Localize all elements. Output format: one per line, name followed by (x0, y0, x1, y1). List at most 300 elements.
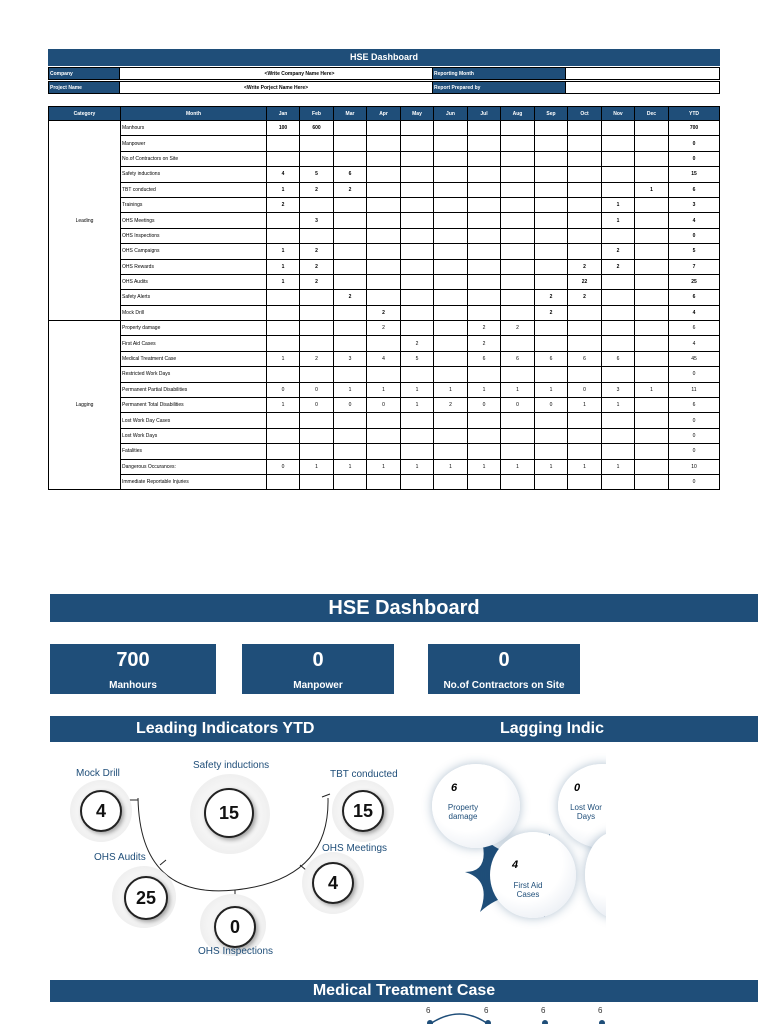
month-value-cell[interactable]: 1 (267, 274, 300, 289)
month-value-cell[interactable] (401, 228, 434, 243)
month-value-cell[interactable]: 2 (367, 305, 401, 320)
month-value-cell[interactable] (535, 413, 568, 428)
month-value-cell[interactable] (602, 413, 635, 428)
month-value-cell[interactable] (568, 367, 602, 382)
month-value-cell[interactable] (635, 305, 669, 320)
month-value-cell[interactable] (300, 228, 334, 243)
month-value-cell[interactable] (635, 474, 669, 489)
month-value-cell[interactable] (568, 136, 602, 151)
month-value-cell[interactable]: 6 (468, 351, 501, 366)
month-value-cell[interactable] (367, 182, 401, 197)
month-value-cell[interactable] (602, 228, 635, 243)
month-value-cell[interactable] (568, 474, 602, 489)
month-value-cell[interactable] (267, 213, 300, 228)
month-value-cell[interactable]: 1 (434, 382, 468, 397)
month-value-cell[interactable] (401, 367, 434, 382)
month-value-cell[interactable] (501, 274, 535, 289)
month-value-cell[interactable] (501, 305, 535, 320)
month-value-cell[interactable] (434, 444, 468, 459)
month-value-cell[interactable]: 2 (300, 244, 334, 259)
month-value-cell[interactable] (434, 367, 468, 382)
month-value-cell[interactable] (535, 182, 568, 197)
month-value-cell[interactable]: 0 (367, 398, 401, 413)
month-value-cell[interactable] (468, 428, 501, 443)
month-value-cell[interactable] (434, 151, 468, 166)
month-value-cell[interactable] (535, 228, 568, 243)
month-value-cell[interactable] (267, 136, 300, 151)
month-value-cell[interactable]: 1 (267, 182, 300, 197)
month-value-cell[interactable] (401, 274, 434, 289)
month-value-cell[interactable]: 4 (367, 351, 401, 366)
month-value-cell[interactable]: 0 (501, 398, 535, 413)
month-value-cell[interactable] (267, 151, 300, 166)
month-value-cell[interactable] (367, 259, 401, 274)
month-value-cell[interactable] (334, 197, 367, 212)
month-value-cell[interactable]: 22 (568, 274, 602, 289)
month-value-cell[interactable]: 1 (367, 382, 401, 397)
month-value-cell[interactable]: 6 (535, 351, 568, 366)
month-value-cell[interactable] (501, 474, 535, 489)
month-value-cell[interactable]: 0 (535, 398, 568, 413)
month-value-cell[interactable]: 1 (401, 382, 434, 397)
month-value-cell[interactable]: 5 (401, 351, 434, 366)
month-value-cell[interactable]: 2 (401, 336, 434, 351)
month-value-cell[interactable] (334, 274, 367, 289)
month-value-cell[interactable]: 0 (334, 398, 367, 413)
month-value-cell[interactable] (568, 244, 602, 259)
month-value-cell[interactable] (568, 182, 602, 197)
month-value-cell[interactable] (334, 444, 367, 459)
month-value-cell[interactable]: 6 (602, 351, 635, 366)
month-value-cell[interactable] (468, 259, 501, 274)
month-value-cell[interactable] (300, 428, 334, 443)
month-value-cell[interactable] (367, 213, 401, 228)
month-value-cell[interactable]: 2 (267, 197, 300, 212)
month-value-cell[interactable]: 2 (568, 259, 602, 274)
month-value-cell[interactable] (468, 474, 501, 489)
month-value-cell[interactable] (535, 444, 568, 459)
month-value-cell[interactable] (501, 259, 535, 274)
prepared-by-label: Report Prepared by (432, 81, 566, 94)
month-value-cell[interactable] (300, 151, 334, 166)
month-value-cell[interactable] (434, 228, 468, 243)
month-value-cell[interactable] (401, 259, 434, 274)
month-value-cell[interactable] (300, 444, 334, 459)
month-value-cell[interactable] (535, 367, 568, 382)
month-value-cell[interactable] (602, 474, 635, 489)
month-value-cell[interactable] (602, 136, 635, 151)
month-value-cell[interactable]: 3 (334, 351, 367, 366)
month-value-cell[interactable] (434, 167, 468, 182)
month-value-cell[interactable] (434, 336, 468, 351)
month-value-cell[interactable]: 2 (367, 321, 401, 336)
month-value-cell[interactable] (434, 274, 468, 289)
month-value-cell[interactable] (367, 336, 401, 351)
month-value-cell[interactable] (501, 167, 535, 182)
month-value-cell[interactable] (535, 121, 568, 136)
month-value-cell[interactable] (535, 244, 568, 259)
month-value-cell[interactable] (401, 197, 434, 212)
month-value-cell[interactable] (468, 244, 501, 259)
month-value-cell[interactable] (635, 213, 669, 228)
month-value-cell[interactable]: 1 (401, 398, 434, 413)
month-value-cell[interactable] (334, 336, 367, 351)
month-value-cell[interactable] (334, 305, 367, 320)
month-value-cell[interactable] (602, 367, 635, 382)
month-value-cell[interactable] (434, 351, 468, 366)
month-value-cell[interactable] (401, 244, 434, 259)
month-value-cell[interactable] (602, 167, 635, 182)
month-value-cell[interactable] (535, 151, 568, 166)
month-value-cell[interactable] (535, 197, 568, 212)
month-value-cell[interactable] (568, 121, 602, 136)
month-value-cell[interactable] (434, 197, 468, 212)
month-value-cell[interactable] (434, 321, 468, 336)
month-value-cell[interactable] (468, 197, 501, 212)
month-value-cell[interactable] (434, 213, 468, 228)
month-value-cell[interactable] (367, 197, 401, 212)
month-value-cell[interactable] (267, 474, 300, 489)
month-value-cell[interactable] (401, 121, 434, 136)
month-value-cell[interactable] (501, 428, 535, 443)
month-value-cell[interactable] (267, 228, 300, 243)
month-value-cell[interactable] (300, 336, 334, 351)
month-value-cell[interactable] (401, 136, 434, 151)
month-value-cell[interactable] (367, 413, 401, 428)
month-value-cell[interactable]: 1 (434, 459, 468, 474)
month-value-cell[interactable]: 6 (334, 167, 367, 182)
month-value-cell[interactable] (602, 321, 635, 336)
month-value-cell[interactable]: 1 (267, 351, 300, 366)
month-value-cell[interactable] (334, 259, 367, 274)
month-value-cell[interactable] (602, 336, 635, 351)
month-value-cell[interactable]: 2 (568, 290, 602, 305)
month-value-cell[interactable] (501, 336, 535, 351)
month-value-cell[interactable] (602, 428, 635, 443)
month-value-cell[interactable]: 1 (568, 459, 602, 474)
month-value-cell[interactable] (602, 151, 635, 166)
month-value-cell[interactable] (434, 413, 468, 428)
property-damage-value: 6 (451, 782, 458, 794)
month-value-cell[interactable] (267, 321, 300, 336)
month-value-cell[interactable] (401, 213, 434, 228)
month-value-cell[interactable] (401, 290, 434, 305)
month-value-cell[interactable]: 2 (602, 244, 635, 259)
month-value-cell[interactable] (300, 321, 334, 336)
month-value-cell[interactable] (468, 213, 501, 228)
month-value-cell[interactable] (334, 151, 367, 166)
month-value-cell[interactable] (635, 413, 669, 428)
month-value-cell[interactable] (334, 213, 367, 228)
month-value-cell[interactable] (635, 290, 669, 305)
month-value-cell[interactable] (635, 274, 669, 289)
month-value-cell[interactable]: 1 (602, 398, 635, 413)
month-value-cell[interactable]: 6 (501, 351, 535, 366)
month-value-cell[interactable] (501, 121, 535, 136)
prepared-by-value[interactable] (565, 81, 720, 94)
kpi-manpower (242, 644, 394, 694)
month-value-cell[interactable] (334, 413, 367, 428)
month-value-cell[interactable] (501, 228, 535, 243)
month-value-cell[interactable] (568, 444, 602, 459)
month-value-cell[interactable] (434, 244, 468, 259)
month-value-cell[interactable] (468, 151, 501, 166)
month-value-cell[interactable]: 0 (267, 382, 300, 397)
month-value-cell[interactable]: 2 (300, 182, 334, 197)
property-damage-label-line1: Property (447, 803, 479, 812)
month-value-cell[interactable]: 2 (434, 398, 468, 413)
month-value-cell[interactable] (568, 305, 602, 320)
month-value-cell[interactable]: 2 (602, 259, 635, 274)
month-value-cell[interactable]: 2 (300, 274, 334, 289)
month-value-cell[interactable]: 2 (501, 321, 535, 336)
month-value-cell[interactable] (401, 321, 434, 336)
month-value-cell[interactable] (468, 121, 501, 136)
month-value-cell[interactable] (468, 413, 501, 428)
project-value[interactable]: <Write Porject Name Here> (119, 81, 433, 94)
month-value-cell[interactable]: 1 (568, 398, 602, 413)
month-value-cell[interactable]: 6 (568, 351, 602, 366)
month-value-cell[interactable] (501, 444, 535, 459)
kpi-label: Manhours (109, 680, 157, 691)
month-value-cell[interactable] (434, 305, 468, 320)
month-value-cell[interactable] (401, 413, 434, 428)
month-value-cell[interactable] (501, 290, 535, 305)
month-value-cell[interactable] (334, 228, 367, 243)
month-value-cell[interactable]: 2 (300, 259, 334, 274)
month-value-cell[interactable] (367, 474, 401, 489)
reporting-month-value[interactable] (565, 67, 720, 80)
month-value-cell[interactable] (401, 474, 434, 489)
month-value-cell[interactable] (635, 367, 669, 382)
month-value-cell[interactable]: 1 (267, 259, 300, 274)
month-value-cell[interactable] (568, 228, 602, 243)
month-value-cell[interactable] (535, 474, 568, 489)
month-value-cell[interactable] (602, 274, 635, 289)
month-value-cell[interactable] (267, 444, 300, 459)
month-value-cell[interactable] (468, 228, 501, 243)
month-value-cell[interactable] (635, 398, 669, 413)
month-value-cell[interactable] (367, 151, 401, 166)
month-value-cell[interactable] (501, 151, 535, 166)
month-value-cell[interactable]: 2 (535, 305, 568, 320)
month-value-cell[interactable]: 1 (535, 459, 568, 474)
month-value-cell[interactable]: 1 (334, 382, 367, 397)
month-value-cell[interactable]: 1 (501, 382, 535, 397)
month-value-cell[interactable] (367, 290, 401, 305)
month-value-cell[interactable] (635, 167, 669, 182)
month-value-cell[interactable] (535, 321, 568, 336)
month-value-cell[interactable] (334, 244, 367, 259)
month-value-cell[interactable] (367, 274, 401, 289)
month-value-cell[interactable]: 2 (468, 321, 501, 336)
month-value-cell[interactable] (300, 413, 334, 428)
month-value-cell[interactable] (468, 305, 501, 320)
month-value-cell[interactable] (367, 444, 401, 459)
month-value-cell[interactable]: 5 (300, 167, 334, 182)
month-value-cell[interactable] (300, 367, 334, 382)
company-value[interactable]: <Write Company Name Here> (119, 67, 480, 80)
month-value-cell[interactable] (401, 428, 434, 443)
month-value-cell[interactable] (501, 413, 535, 428)
month-value-cell[interactable] (401, 305, 434, 320)
month-value-cell[interactable] (635, 121, 669, 136)
month-value-cell[interactable] (602, 121, 635, 136)
month-value-cell[interactable] (334, 121, 367, 136)
month-value-cell[interactable] (568, 197, 602, 212)
month-value-cell[interactable]: 600 (300, 121, 334, 136)
month-value-cell[interactable]: 1 (468, 459, 501, 474)
month-value-cell[interactable]: 100 (267, 121, 300, 136)
month-value-cell[interactable] (267, 290, 300, 305)
month-value-cell[interactable] (434, 428, 468, 443)
month-value-cell[interactable] (501, 182, 535, 197)
month-value-cell[interactable] (501, 244, 535, 259)
month-value-cell[interactable]: 0 (300, 398, 334, 413)
month-value-cell[interactable] (568, 321, 602, 336)
month-value-cell[interactable] (501, 136, 535, 151)
month-value-cell[interactable] (367, 167, 401, 182)
month-value-cell[interactable] (602, 305, 635, 320)
month-value-cell[interactable] (468, 136, 501, 151)
month-value-cell[interactable]: 4 (267, 167, 300, 182)
month-value-cell[interactable] (568, 167, 602, 182)
month-value-cell[interactable] (300, 305, 334, 320)
month-value-cell[interactable] (367, 244, 401, 259)
month-value-cell[interactable] (401, 182, 434, 197)
month-value-cell[interactable] (568, 213, 602, 228)
month-value-cell[interactable]: 0 (568, 382, 602, 397)
month-value-cell[interactable]: 1 (468, 382, 501, 397)
month-value-cell[interactable] (635, 444, 669, 459)
first-aid-label-line1: First Aid (513, 881, 543, 890)
month-value-cell[interactable]: 1 (267, 398, 300, 413)
month-value-cell[interactable]: 0 (300, 382, 334, 397)
month-value-cell[interactable] (267, 367, 300, 382)
month-value-cell[interactable] (635, 244, 669, 259)
month-value-cell[interactable] (300, 474, 334, 489)
month-value-cell[interactable] (468, 182, 501, 197)
month-value-cell[interactable] (535, 336, 568, 351)
indicator-name-cell: Restricted Work Days (121, 367, 267, 382)
month-value-cell[interactable] (434, 290, 468, 305)
month-value-cell[interactable] (535, 259, 568, 274)
month-value-cell[interactable] (468, 274, 501, 289)
month-value-cell[interactable]: 1 (602, 459, 635, 474)
month-value-cell[interactable] (535, 274, 568, 289)
month-value-cell[interactable] (300, 197, 334, 212)
month-value-cell[interactable] (568, 151, 602, 166)
month-value-cell[interactable]: 1 (401, 459, 434, 474)
month-value-cell[interactable]: 0 (267, 459, 300, 474)
month-value-cell[interactable]: 2 (535, 290, 568, 305)
month-value-cell[interactable] (635, 321, 669, 336)
month-value-cell[interactable]: 1 (635, 182, 669, 197)
month-value-cell[interactable]: 1 (602, 197, 635, 212)
month-value-cell[interactable] (535, 167, 568, 182)
month-value-cell[interactable] (635, 459, 669, 474)
month-value-cell[interactable] (401, 167, 434, 182)
month-value-cell[interactable]: 3 (300, 213, 334, 228)
month-value-cell[interactable]: 3 (602, 382, 635, 397)
month-value-cell[interactable]: 1 (602, 213, 635, 228)
month-value-cell[interactable]: 1 (367, 459, 401, 474)
month-value-cell[interactable] (334, 136, 367, 151)
month-value-cell[interactable] (568, 428, 602, 443)
month-value-cell[interactable]: 1 (501, 459, 535, 474)
month-value-cell[interactable] (267, 428, 300, 443)
month-value-cell[interactable] (635, 351, 669, 366)
month-value-cell[interactable] (468, 167, 501, 182)
month-value-cell[interactable] (568, 336, 602, 351)
month-value-cell[interactable] (501, 213, 535, 228)
month-value-cell[interactable] (334, 321, 367, 336)
month-value-cell[interactable] (434, 474, 468, 489)
month-value-cell[interactable] (568, 413, 602, 428)
month-value-cell[interactable] (635, 136, 669, 151)
month-value-cell[interactable] (434, 182, 468, 197)
month-value-cell[interactable] (267, 413, 300, 428)
month-value-cell[interactable] (468, 367, 501, 382)
month-value-cell[interactable] (635, 197, 669, 212)
month-value-cell[interactable] (434, 259, 468, 274)
month-value-cell[interactable] (635, 336, 669, 351)
month-value-cell[interactable] (334, 428, 367, 443)
month-value-cell[interactable]: 1 (267, 244, 300, 259)
month-value-cell[interactable] (535, 428, 568, 443)
month-value-cell[interactable] (367, 367, 401, 382)
month-value-cell[interactable] (501, 367, 535, 382)
month-value-cell[interactable] (468, 444, 501, 459)
month-value-cell[interactable]: 2 (334, 290, 367, 305)
month-value-cell[interactable] (635, 259, 669, 274)
month-value-cell[interactable] (635, 151, 669, 166)
month-value-cell[interactable] (367, 228, 401, 243)
month-value-cell[interactable]: 2 (468, 336, 501, 351)
month-value-cell[interactable]: 1 (334, 459, 367, 474)
month-value-cell[interactable] (300, 136, 334, 151)
project-label: Project Name (48, 81, 120, 94)
month-value-cell[interactable] (267, 336, 300, 351)
month-value-cell[interactable] (367, 136, 401, 151)
month-value-cell[interactable]: 1 (300, 459, 334, 474)
month-value-cell[interactable] (602, 182, 635, 197)
month-value-cell[interactable]: 2 (334, 182, 367, 197)
month-value-cell[interactable] (434, 121, 468, 136)
month-value-cell[interactable]: 1 (635, 382, 669, 397)
month-value-cell[interactable] (602, 290, 635, 305)
month-value-cell[interactable]: 2 (300, 351, 334, 366)
month-value-cell[interactable] (535, 213, 568, 228)
month-value-cell[interactable] (535, 136, 568, 151)
month-value-cell[interactable] (602, 444, 635, 459)
month-value-cell[interactable] (300, 290, 334, 305)
month-value-cell[interactable] (635, 228, 669, 243)
month-value-cell[interactable] (334, 367, 367, 382)
month-value-cell[interactable] (367, 428, 401, 443)
month-value-cell[interactable] (367, 121, 401, 136)
month-value-cell[interactable] (267, 305, 300, 320)
month-value-cell[interactable] (334, 474, 367, 489)
month-value-cell[interactable] (401, 444, 434, 459)
month-value-cell[interactable] (635, 428, 669, 443)
month-value-cell[interactable] (434, 136, 468, 151)
month-value-cell[interactable] (468, 290, 501, 305)
month-value-cell[interactable]: 1 (535, 382, 568, 397)
month-value-cell[interactable]: 0 (468, 398, 501, 413)
month-value-cell[interactable] (401, 151, 434, 166)
month-value-cell[interactable] (501, 197, 535, 212)
